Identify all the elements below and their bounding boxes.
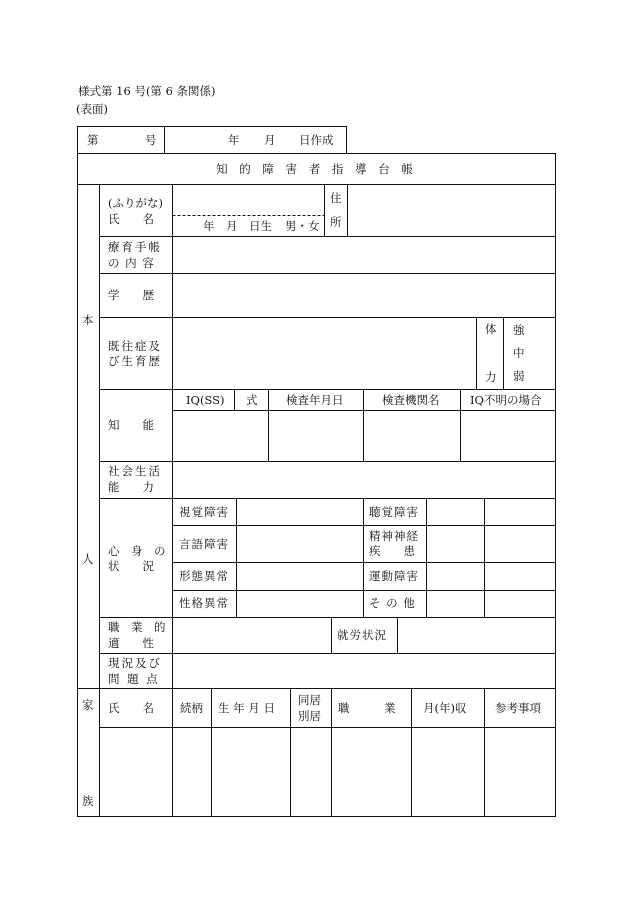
- furigana-label: (ふりがな): [108, 196, 163, 210]
- birth-month: 月: [226, 219, 238, 233]
- family-job-header: 職 業: [338, 701, 396, 715]
- number-prefix: 第: [87, 133, 99, 147]
- other-disability-label: そ の 他: [369, 596, 416, 610]
- iq-unknown-column-header: IQ不明の場合: [470, 393, 542, 407]
- hearing-disability-label: 聴覚障害: [369, 505, 419, 519]
- intelligence-label: 知 能: [108, 418, 154, 432]
- motor-disability-label: 運動障害: [369, 569, 419, 583]
- person-side-label-bottom: 人: [82, 552, 94, 566]
- physical-abnormality-label: 形態異常: [179, 569, 229, 583]
- speech-disability-label: 言語障害: [179, 537, 229, 551]
- form-number-heading: 様式第 16 号(第 6 条関係): [78, 84, 216, 98]
- stamina-weak: 弱: [513, 369, 525, 383]
- sex-options: 男・女: [285, 219, 320, 233]
- current-status-label-2: 問 題 点: [108, 672, 160, 686]
- family-relation-header: 続柄: [180, 701, 203, 715]
- number-suffix: 号: [145, 133, 157, 147]
- family-side-label-top: 家: [82, 698, 94, 712]
- formula-column-header: 式: [246, 393, 258, 407]
- personality-abnormality-label: 性格異常: [179, 596, 229, 610]
- name-label: 氏 名: [108, 212, 154, 226]
- birth-year: 年: [203, 219, 215, 233]
- form-title: 知 的 障 害 者 指 導 台 帳: [216, 162, 417, 176]
- employment-status-label: 就労状況: [337, 628, 387, 642]
- created-month: 月: [264, 133, 276, 147]
- mind-body-label-2: 状 況: [108, 559, 154, 573]
- medical-history-label-2: び生育歴: [108, 354, 162, 368]
- family-cohabit-header-2: 別居: [298, 709, 321, 723]
- education-label: 学 歴: [108, 288, 154, 302]
- current-status-label-1: 現況及び: [108, 656, 162, 670]
- family-birth-header: 生 年 月 日: [218, 701, 275, 715]
- stamina-strong: 強: [513, 323, 525, 337]
- person-side-label-top: 本: [82, 313, 94, 327]
- birth-day: 日生: [249, 219, 272, 233]
- address-label-bottom: 所: [330, 215, 342, 229]
- neuropsychiatric-label-1: 精神神経: [369, 529, 419, 543]
- social-ability-label-2: 能 力: [108, 480, 154, 494]
- test-date-column-header: 検査年月日: [286, 393, 344, 407]
- iq-column-header: IQ(SS): [186, 393, 225, 407]
- family-income-header: 月(年)収: [423, 701, 467, 715]
- social-ability-label-1: 社会生活: [108, 464, 162, 478]
- address-label-top: 住: [330, 191, 342, 205]
- created-day: 日作成: [299, 133, 334, 147]
- stamina-label-top: 体: [485, 322, 497, 336]
- vocational-aptitude-label-1: 職 業 的: [108, 620, 166, 634]
- front-side-label: (表面): [76, 102, 108, 116]
- family-name-header: 氏 名: [108, 701, 154, 715]
- visual-disability-label: 視覚障害: [179, 505, 229, 519]
- stamina-medium: 中: [513, 346, 525, 360]
- ryoiku-label-2: の 内 容: [108, 256, 155, 270]
- family-notes-header: 参考事項: [495, 701, 541, 715]
- ryoiku-label-1: 療育手帳: [108, 240, 162, 254]
- test-agency-column-header: 検査機関名: [382, 393, 440, 407]
- vocational-aptitude-label-2: 適 性: [108, 636, 154, 650]
- stamina-label-bottom: 力: [485, 370, 497, 384]
- neuropsychiatric-label-2: 疾 患: [369, 544, 415, 558]
- family-side-label-bottom: 族: [82, 794, 94, 808]
- family-cohabit-header-1: 同居: [298, 693, 321, 707]
- mind-body-label-1: 心 身 の: [108, 544, 166, 558]
- medical-history-label-1: 既往症及: [108, 339, 162, 353]
- created-year: 年: [228, 133, 240, 147]
